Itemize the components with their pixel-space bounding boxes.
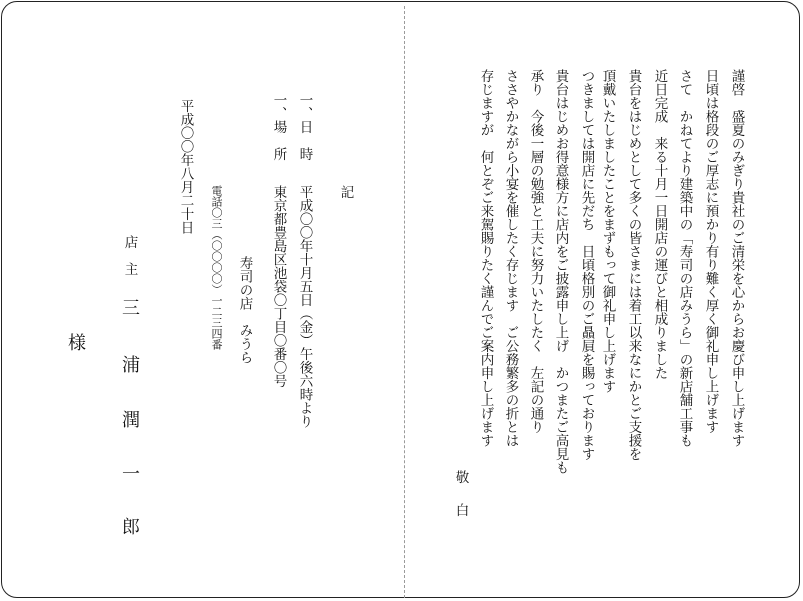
recipient-honorific: 様: [65, 333, 86, 351]
letter-line-11: 存じますが 何とぞご来駕賜りたく謹んでご案内申し上げます: [477, 69, 494, 447]
letter-line-5: 貴台をはじめとして多くの皆さまには着工以来なにかとご支援を: [625, 69, 642, 461]
owner-name-char-4: 一: [119, 464, 140, 482]
letter-line-4: 近日完成 来る十月一日開店の運びと相成りました: [651, 69, 668, 380]
notice-place-value: 東京都豊島区池袋〇丁目〇番〇号: [270, 185, 287, 388]
letter-line-3: さて かねてより建築中の「寿司の店みうら」の新店舗工事も: [676, 69, 693, 447]
letter-line-10: ささやかながら小宴を催したく存じます ご公務繁多の折とは: [502, 69, 519, 447]
notice-date-value: 平成〇〇年十月五日（金）午後六時より: [296, 185, 313, 428]
letter-line-2: 日頃は格段のご厚志に預かり有り難く厚く御礼申し上げます: [702, 69, 719, 434]
owner-name-char-2: 浦: [119, 355, 140, 373]
notice-heading: 記: [337, 185, 354, 199]
letter-line-7: つきましては開店に先だち 日頃格別のご贔屓を賜っております: [578, 69, 595, 461]
notice-phone: 電話〇三（〇〇〇〇）一二三四番: [210, 185, 223, 350]
letter-line-9: 承り 今後一層の勉強と工夫に努力いたしたく 左記の通り: [527, 69, 544, 434]
notice-venue: 寿司の店 みうら: [236, 256, 253, 364]
letter-line-8: 貴台はじめお得意様方に店内をご披露申し上げ かつまたご高見も: [552, 69, 569, 474]
letter-closing: 敬 白: [452, 470, 469, 520]
owner-name-char-5: 郎: [119, 517, 140, 535]
notice-date-label: 一、日 時: [296, 93, 313, 161]
fold-line: [404, 6, 405, 598]
owner-name-char-1: 三: [119, 298, 140, 316]
notice-place-label: 一、場 所: [270, 93, 287, 161]
invitation-card: [1, 1, 800, 598]
owner-title: 店 主: [121, 235, 138, 276]
issue-date: 平成〇〇年八月二十日: [177, 99, 194, 234]
owner-name-char-3: 潤: [119, 410, 140, 428]
letter-line-6: 頂戴いたしましたことをまずもって御礼申し上げます: [599, 69, 616, 393]
letter-line-1: 謹啓 盛夏のみぎり貴社のご清栄を心からお慶び申し上げます: [728, 69, 745, 447]
